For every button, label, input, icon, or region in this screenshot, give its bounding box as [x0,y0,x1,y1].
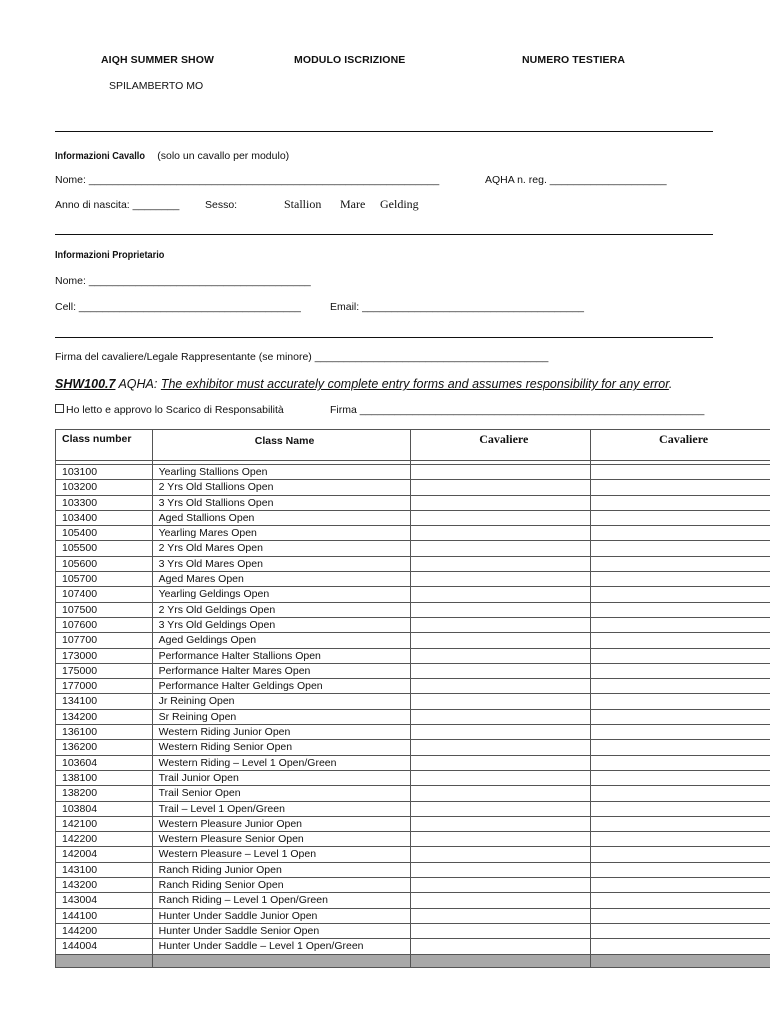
class-number-cell: 105700 [56,572,153,587]
rider-2-cell[interactable] [591,908,770,923]
class-name-cell: Ranch Riding – Level 1 Open/Green [152,893,411,908]
class-number-cell: 142004 [56,847,153,862]
rider-2-cell[interactable] [591,602,770,617]
class-number-cell: 142100 [56,816,153,831]
rider-1-cell[interactable] [411,923,591,938]
class-number-cell: 107700 [56,633,153,648]
table-row [56,755,770,770]
class-table [55,429,770,968]
bib-number-label: NUMERO TESTIERA [522,54,626,66]
table-row [56,893,770,908]
class-name-cell: 3 Yrs Old Geldings Open [152,617,411,632]
class-number-cell: 103804 [56,801,153,816]
table-row [56,541,770,556]
rider-2-cell[interactable] [591,556,770,571]
class-name-cell: 2 Yrs Old Mares Open [152,541,411,556]
table-row [56,847,770,862]
rider-2-cell[interactable] [591,526,770,541]
class-name-cell: 3 Yrs Old Mares Open [152,556,411,571]
class-number-cell: 175000 [56,663,153,678]
show-title: AIQH SUMMER SHOW [101,54,215,66]
rider-1-cell[interactable] [411,939,591,954]
waiver-row [55,404,284,416]
rider-1-cell[interactable] [411,510,591,525]
class-number-cell: 103300 [56,495,153,510]
class-name-cell: 3 Yrs Old Stallions Open [152,495,411,510]
table-row [56,786,770,801]
class-number-cell: 103604 [56,755,153,770]
class-number-cell: 143200 [56,878,153,893]
waiver-signature-field[interactable]: Firma ___________________________________________________________ [330,404,705,416]
rider-2-cell[interactable] [591,939,770,954]
rider-1-cell[interactable] [411,801,591,816]
form-title: MODULO ISCRIZIONE [294,54,406,66]
table-row [56,572,770,587]
rider-1-cell[interactable] [411,480,591,495]
rider-1-cell[interactable] [411,755,591,770]
footer-cell [591,954,770,967]
class-number-cell: 103100 [56,465,153,480]
class-number-cell: 142200 [56,832,153,847]
rider-1-cell[interactable] [411,908,591,923]
rider-2-cell[interactable] [591,465,770,480]
rider-2-cell[interactable] [591,801,770,816]
class-number-cell: 143004 [56,893,153,908]
class-name-cell: Hunter Under Saddle Senior Open [152,923,411,938]
class-number-cell: 138200 [56,786,153,801]
table-row [56,862,770,877]
rider-1-cell[interactable] [411,663,591,678]
col-class-number: Class number [56,430,153,461]
sex-option-stallion[interactable]: Stallion [284,197,322,211]
table-row [56,526,770,541]
rider-2-cell[interactable] [591,694,770,709]
rider-1-cell[interactable] [411,633,591,648]
rule-statement [55,377,672,391]
waiver-checkbox[interactable] [55,404,64,413]
col-rider-1: Cavaliere [411,430,591,461]
rider-2-cell[interactable] [591,893,770,908]
class-name-cell: Aged Mares Open [152,572,411,587]
class-name-cell: Western Riding Senior Open [152,740,411,755]
horse-section-heading [55,146,289,164]
rider-1-cell[interactable] [411,648,591,663]
rule-org: AQHA: [115,377,161,391]
table-row [56,816,770,831]
class-name-cell: Western Pleasure Junior Open [152,816,411,831]
footer-cell [152,954,411,967]
table-row [56,587,770,602]
table-row [56,709,770,724]
owner-email-field[interactable]: Email: ______________________________________ [330,301,584,313]
rider-2-cell[interactable] [591,495,770,510]
class-name-cell: Western Pleasure Senior Open [152,832,411,847]
sex-label: Sesso: [205,199,238,211]
horse-name-field[interactable]: Nome: ____________________________________________________________ [55,174,440,186]
rider-1-cell[interactable] [411,572,591,587]
table-row [56,633,770,648]
class-name-cell: Trail Junior Open [152,770,411,785]
rider-1-cell[interactable] [411,878,591,893]
class-number-cell: 144004 [56,939,153,954]
class-name-cell: Western Pleasure – Level 1 Open [152,847,411,862]
rider-1-cell[interactable] [411,465,591,480]
table-row [56,878,770,893]
table-row [56,617,770,632]
class-number-cell: 177000 [56,679,153,694]
rider-2-cell[interactable] [591,709,770,724]
rider-2-cell[interactable] [591,663,770,678]
class-name-cell: Hunter Under Saddle – Level 1 Open/Green [152,939,411,954]
rider-1-cell[interactable] [411,725,591,740]
class-number-cell: 107500 [56,602,153,617]
rider-1-cell[interactable] [411,832,591,847]
waiver-label: Ho letto e approvo lo Scarico di Responsabilità [66,404,284,416]
class-number-cell: 103200 [56,480,153,495]
table-row [56,602,770,617]
table-row [56,495,770,510]
horse-section-note: (solo un cavallo per modulo) [157,150,290,162]
table-row [56,923,770,938]
divider [55,131,713,132]
class-name-cell: Western Riding – Level 1 Open/Green [152,755,411,770]
class-name-cell: 2 Yrs Old Geldings Open [152,602,411,617]
table-row [56,832,770,847]
class-name-cell: 2 Yrs Old Stallions Open [152,480,411,495]
footer-cell [56,954,153,967]
divider [55,337,713,338]
owner-cell-field[interactable]: Cell: ______________________________________ [55,301,301,313]
class-number-cell: 107400 [56,587,153,602]
class-number-cell: 136100 [56,725,153,740]
rider-2-cell[interactable] [591,679,770,694]
class-name-cell: Jr Reining Open [152,694,411,709]
class-number-cell: 144100 [56,908,153,923]
footer-cell [411,954,591,967]
rider-1-cell[interactable] [411,709,591,724]
rider-1-cell[interactable] [411,770,591,785]
rider-2-cell[interactable] [591,862,770,877]
rider-1-cell[interactable] [411,541,591,556]
rider-2-cell[interactable] [591,725,770,740]
rider-2-cell[interactable] [591,755,770,770]
rider-2-cell[interactable] [591,633,770,648]
class-name-cell: Yearling Mares Open [152,526,411,541]
rule-text: The exhibitor must accurately complete entry forms and assumes responsibility for any error [160,377,669,391]
rider-1-cell[interactable] [411,587,591,602]
rider-1-cell[interactable] [411,602,591,617]
rider-1-cell[interactable] [411,740,591,755]
rider-2-cell[interactable] [591,740,770,755]
class-name-cell: Trail – Level 1 Open/Green [152,801,411,816]
table-row [56,648,770,663]
rider-2-cell[interactable] [591,541,770,556]
rule-code: SHW100.7 [55,377,116,391]
table-row [56,939,770,954]
table-row [56,740,770,755]
col-rider-2: Cavaliere [591,430,770,461]
class-number-cell: 134200 [56,709,153,724]
class-name-cell: Aged Geldings Open [152,633,411,648]
aqha-reg-field[interactable]: AQHA n. reg. ____________________ [485,174,667,186]
class-number-cell: 136200 [56,740,153,755]
class-name-cell: Ranch Riding Junior Open [152,862,411,877]
owner-name-field[interactable]: Nome: ______________________________________ [55,275,311,287]
rider-1-cell[interactable] [411,679,591,694]
table-row [56,694,770,709]
rider-2-cell[interactable] [591,648,770,663]
rider-1-cell[interactable] [411,847,591,862]
class-name-cell: Ranch Riding Senior Open [152,878,411,893]
table-row [56,679,770,694]
rider-1-cell[interactable] [411,617,591,632]
rider-2-cell[interactable] [591,510,770,525]
sex-option-mare[interactable]: Mare [340,197,366,211]
class-number-cell: 107600 [56,617,153,632]
rider-2-cell[interactable] [591,617,770,632]
table-footer-row [56,954,770,967]
class-number-cell: 134100 [56,694,153,709]
rider-1-cell[interactable] [411,786,591,801]
rule-end: . [668,377,673,391]
table-row [56,480,770,495]
rider-1-cell[interactable] [411,893,591,908]
rider-1-cell[interactable] [411,495,591,510]
class-number-cell: 103400 [56,510,153,525]
table-row [56,908,770,923]
table-row [56,801,770,816]
rider-1-cell[interactable] [411,526,591,541]
table-row [56,725,770,740]
col-class-name: Class Name [152,430,411,461]
class-name-cell: Performance Halter Geldings Open [152,679,411,694]
class-name-cell: Performance Halter Mares Open [152,663,411,678]
show-location: SPILAMBERTO MO [109,80,204,92]
class-name-cell: Aged Stallions Open [152,510,411,525]
divider [55,234,713,235]
owner-section-title: Informazioni Proprietario [55,250,165,261]
rider-2-cell[interactable] [591,770,770,785]
table-row [56,510,770,525]
class-name-cell: Yearling Geldings Open [152,587,411,602]
rider-1-cell[interactable] [411,556,591,571]
table-row [56,663,770,678]
table-row [56,770,770,785]
rider-1-cell[interactable] [411,816,591,831]
class-number-cell: 105400 [56,526,153,541]
birth-year-field[interactable]: Anno di nascita: ________ [55,199,180,211]
rider-2-cell[interactable] [591,587,770,602]
class-name-cell: Performance Halter Stallions Open [152,648,411,663]
class-number-cell: 173000 [56,648,153,663]
class-name-cell: Hunter Under Saddle Junior Open [152,908,411,923]
rider-2-cell[interactable] [591,480,770,495]
class-number-cell: 144200 [56,923,153,938]
class-name-cell: Trail Senior Open [152,786,411,801]
class-name-cell: Yearling Stallions Open [152,465,411,480]
class-name-cell: Western Riding Junior Open [152,725,411,740]
class-table-header [56,430,770,461]
rider-2-cell[interactable] [591,786,770,801]
rider-2-cell[interactable] [591,847,770,862]
class-number-cell: 105600 [56,556,153,571]
horse-section-title: Informazioni Cavallo [55,151,145,162]
rider-signature-field[interactable]: Firma del cavaliere/Legale Rappresentante (se minore) ________________________________________ [55,351,549,363]
rider-2-cell[interactable] [591,923,770,938]
rider-2-cell[interactable] [591,572,770,587]
class-number-cell: 138100 [56,770,153,785]
class-number-cell: 143100 [56,862,153,877]
rider-2-cell[interactable] [591,816,770,831]
table-row [56,556,770,571]
class-name-cell: Sr Reining Open [152,709,411,724]
sex-option-gelding[interactable]: Gelding [380,197,419,211]
rider-2-cell[interactable] [591,878,770,893]
class-number-cell: 105500 [56,541,153,556]
rider-1-cell[interactable] [411,694,591,709]
rider-2-cell[interactable] [591,832,770,847]
rider-1-cell[interactable] [411,862,591,877]
table-row [56,465,770,480]
